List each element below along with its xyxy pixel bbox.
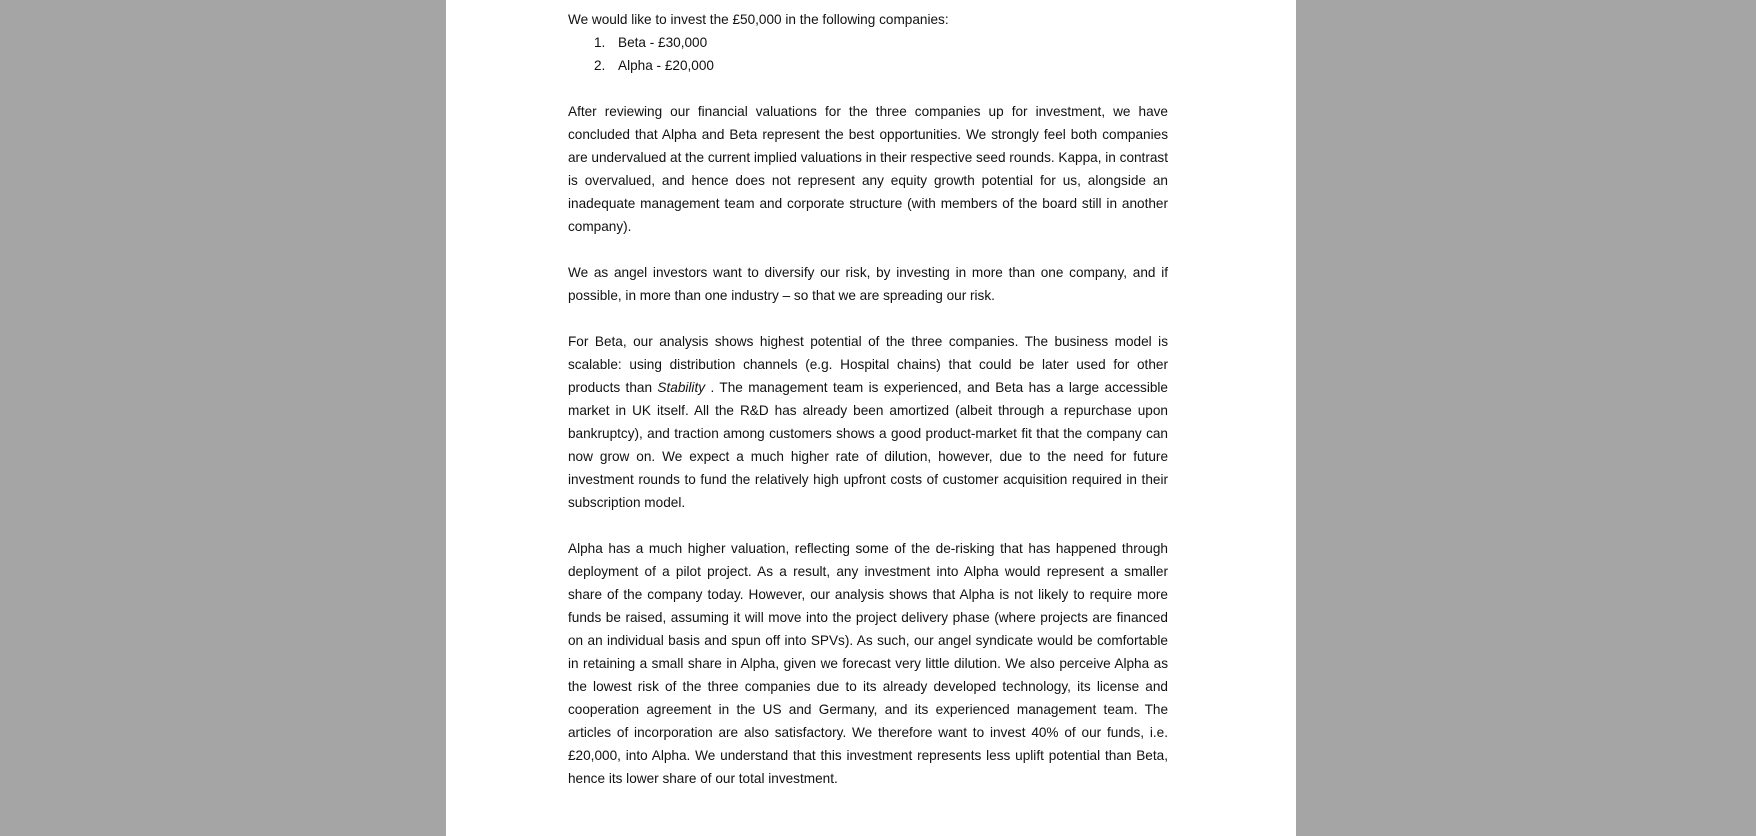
paragraph-diversification: We as angel investors want to diversify our risk, by investing in more than one company, and if possible, in more than one industry – so that we are spreading our risk. (568, 265, 1168, 303)
paragraph-text: . The management team is experienced, and Beta has a large accessible market in UK itself. All the R&D has already been amortized (albeit through a repurchase upon bankruptcy), and traction among customers shows a good product-market fit that the company can now grow on. We expect a much higher rate of dilution, however, due to the need for future investment rounds to fund the relatively high upfront costs of customer acquisition required in their subscription model. (568, 380, 1168, 510)
list-item-text: Alpha - £20,000 (618, 58, 714, 73)
product-name: Stability (657, 380, 706, 395)
investment-list (568, 31, 1168, 77)
list-number: 2. (594, 58, 606, 73)
intro-text: We would like to invest the £50,000 in the following companies: (568, 12, 949, 27)
paragraph-valuation-review: After reviewing our financial valuations for the three companies up for investment, we have concluded that Alpha and Beta represent the best opportunities. We strongly feel both companies are undervalued at the current implied valuations in their respective seed rounds. Kappa, in contrast is overvalued, and hence does not represent any equity growth potential for us, alongside an inadequate management team and corporate structure (with members of the board still in another company). (568, 104, 1168, 234)
document-page (446, 0, 1296, 836)
document-body (568, 8, 1168, 813)
list-item (568, 31, 1168, 54)
paragraph-beta-analysis (568, 330, 1168, 514)
paragraph-text: For Beta, our analysis shows highest potential of the three companies. The business model is scalable: using distribution channels (e.g. Hospital chains) that could be later used for other products than (568, 334, 1168, 395)
list-item (568, 54, 1168, 77)
list-item-text: Beta - £30,000 (618, 35, 708, 50)
list-number: 1. (594, 35, 606, 50)
paragraph-alpha-analysis: Alpha has a much higher valuation, reflecting some of the de-risking that has happened through deployment of a pilot project. As a result, any investment into Alpha would represent a smaller share of the company today. However, our analysis shows that Alpha is not likely to require more funds be raised, assuming it will move into the project delivery phase (where projects are financed on an individual basis and spun off into SPVs). As such, our angel syndicate would be comfortable in retaining a small share in Alpha, given we forecast very little dilution. We also perceive Alpha as the lowest risk of the three companies due to its already developed technology, its license and cooperation agreement in the US and Germany, and its experienced management team. The articles of incorporation are also satisfactory. We therefore want to invest 40% of our funds, i.e. £20,000, into Alpha. We understand that this investment represents less uplift potential than Beta, hence its lower share of our total investment. (568, 541, 1168, 786)
